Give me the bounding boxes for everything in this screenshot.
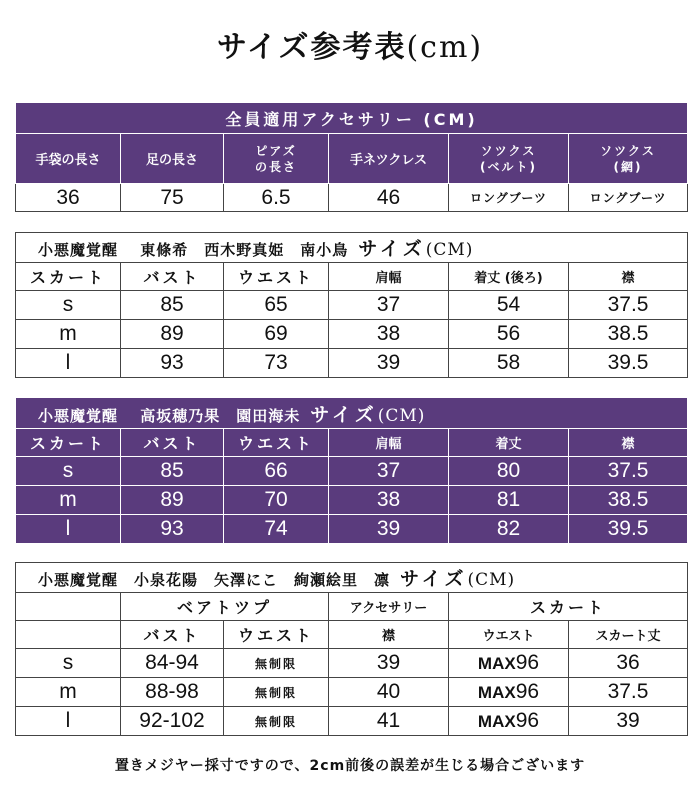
group-b-size: l <box>16 515 121 544</box>
size-table-group-b <box>15 397 688 544</box>
header-necklace: 手ネツクレス <box>329 134 449 184</box>
group-a-length: 56 <box>449 320 569 349</box>
group-c-unit: (CM) <box>467 570 516 590</box>
group-b-bust: 93 <box>121 515 224 544</box>
group-a-shoulder: 38 <box>329 320 449 349</box>
group-c-header-bust: バスト <box>121 621 224 649</box>
group-c-size: m <box>16 678 121 707</box>
group-a-waist: 65 <box>224 291 329 320</box>
group-c-caption <box>16 563 688 593</box>
group-b-header-waist: ウエスト <box>224 429 329 457</box>
group-b-size: s <box>16 457 121 486</box>
header-socks-belt: ソツクス (ベルト) <box>449 134 569 184</box>
group-b-bust: 85 <box>121 457 224 486</box>
table-row <box>16 678 688 707</box>
group-b-length: 82 <box>449 515 569 544</box>
group-b-size: m <box>16 486 121 515</box>
group-c-skirt-waist <box>449 707 569 736</box>
group-c-bust: 88-98 <box>121 678 224 707</box>
value-socks-net: ロングブーツ <box>569 184 688 212</box>
group-a-unit: (CM) <box>425 240 474 260</box>
group-c-size: s <box>16 649 121 678</box>
header-glove-length: 手袋の長さ <box>16 134 121 184</box>
group-c-size: l <box>16 707 121 736</box>
group-b-collar: 38.5 <box>569 486 688 515</box>
group-a-shoulder: 39 <box>329 349 449 378</box>
group-b-waist: 66 <box>224 457 329 486</box>
group-c-header-top-waist: ウエスト <box>224 621 329 649</box>
accessory-table <box>15 102 688 212</box>
group-c-header-skirt-length: スカート丈 <box>569 621 688 649</box>
value-socks-belt: ロングブーツ <box>449 184 569 212</box>
group-a-header-length: 着丈 (後ろ) <box>449 263 569 291</box>
group-c-size-label: サイズ <box>400 568 468 590</box>
group-a-size: s <box>16 291 121 320</box>
group-c-collar: 41 <box>329 707 449 736</box>
header-leg-length: 足の長さ <box>121 134 224 184</box>
size-table-group-a <box>15 232 688 378</box>
max-label: MAX <box>477 712 516 731</box>
group-a-shoulder: 37 <box>329 291 449 320</box>
group-b-members: 小悪魔覚醒 高坂穂乃果 園田海未 <box>38 406 301 425</box>
accessory-caption: 全員適用アクセサリー (CM) <box>16 103 688 134</box>
group-b-shoulder: 37 <box>329 457 449 486</box>
group-b-unit: (CM) <box>377 405 426 426</box>
group-a-collar: 37.5 <box>569 291 688 320</box>
table-row <box>16 457 688 486</box>
group-b-bust: 89 <box>121 486 224 515</box>
group-a-header-waist: ウエスト <box>224 263 329 291</box>
group-b-collar: 39.5 <box>569 515 688 544</box>
group-a-bust: 85 <box>121 291 224 320</box>
group-c-header-collar: 襟 <box>329 621 449 649</box>
max-label: MAX <box>477 654 516 673</box>
group-b-waist: 74 <box>224 515 329 544</box>
value-leg-length: 75 <box>121 184 224 212</box>
group-c-blank-cell <box>16 621 121 649</box>
size-table-group-c <box>15 562 688 736</box>
group-a-members: 小悪魔覚醒 東條希 西木野真姫 南小鳥 <box>38 241 349 259</box>
group-c-skirt-length: 39 <box>569 707 688 736</box>
group-c-skirt-length: 36 <box>569 649 688 678</box>
group-b-collar: 37.5 <box>569 457 688 486</box>
group-b-header-bust: バスト <box>121 429 224 457</box>
group-a-collar: 38.5 <box>569 320 688 349</box>
table-row <box>16 349 688 378</box>
group-c-collar: 39 <box>329 649 449 678</box>
group-c-members: 小悪魔覚醒 小泉花陽 矢澤にこ 絢瀬絵里 凛 <box>38 571 391 589</box>
group-c-bust: 92-102 <box>121 707 224 736</box>
group-b-header-shoulder: 肩幅 <box>329 429 449 457</box>
value-earring-length: 6.5 <box>224 184 329 212</box>
group-a-header-collar: 襟 <box>569 263 688 291</box>
group-a-waist: 73 <box>224 349 329 378</box>
page-title-main: サイズ参考表 <box>216 30 407 65</box>
group-b-length: 80 <box>449 457 569 486</box>
table-row <box>16 486 688 515</box>
group-b-waist: 70 <box>224 486 329 515</box>
group-b-header-skirt: スカート <box>16 429 121 457</box>
group-c-blank-cell <box>16 593 121 621</box>
group-a-header-bust: バスト <box>121 263 224 291</box>
group-a-collar: 39.5 <box>569 349 688 378</box>
table-row <box>16 515 688 544</box>
group-a-bust: 89 <box>121 320 224 349</box>
group-c-header-skirt-waist: ウエスト <box>449 621 569 649</box>
group-a-header-skirt: スカート <box>16 263 121 291</box>
table-row <box>16 320 688 349</box>
group-c-top-waist: 無制限 <box>224 649 329 678</box>
group-a-length: 54 <box>449 291 569 320</box>
group-c-skirt-waist <box>449 649 569 678</box>
max-value: 96 <box>515 651 540 674</box>
group-c-top-waist: 無制限 <box>224 707 329 736</box>
page-title-unit: (cm) <box>406 30 484 65</box>
group-c-skirt-waist <box>449 678 569 707</box>
group-b-caption <box>16 398 688 429</box>
group-c-header-bandeau: ベアトツプ <box>121 593 329 621</box>
max-label: MAX <box>477 683 516 702</box>
header-earring-length: ピアズ の長さ <box>224 134 329 184</box>
group-c-collar: 40 <box>329 678 449 707</box>
value-necklace: 46 <box>329 184 449 212</box>
group-a-header-shoulder: 肩幅 <box>329 263 449 291</box>
value-glove-length: 36 <box>16 184 121 212</box>
max-value: 96 <box>515 709 540 732</box>
group-b-length: 81 <box>449 486 569 515</box>
group-a-size: l <box>16 349 121 378</box>
group-b-shoulder: 39 <box>329 515 449 544</box>
group-a-caption <box>16 233 688 263</box>
group-b-shoulder: 38 <box>329 486 449 515</box>
page-title <box>0 22 700 66</box>
group-b-header-length: 着丈 <box>449 429 569 457</box>
group-c-bust: 84-94 <box>121 649 224 678</box>
table-row <box>16 707 688 736</box>
header-socks-net: ソツクス (網) <box>569 134 688 184</box>
max-value: 96 <box>515 680 540 703</box>
group-a-waist: 69 <box>224 320 329 349</box>
group-c-top-waist: 無制限 <box>224 678 329 707</box>
group-a-size-label: サイズ <box>358 238 426 260</box>
group-c-header-accessory: アクセサリー <box>329 593 449 621</box>
group-c-skirt-length: 37.5 <box>569 678 688 707</box>
group-b-header-collar: 襟 <box>569 429 688 457</box>
group-a-bust: 93 <box>121 349 224 378</box>
group-c-header-skirt: スカート <box>449 593 688 621</box>
group-b-size-label: サイズ <box>310 403 378 426</box>
group-a-length: 58 <box>449 349 569 378</box>
measurement-note: 置きメジヤー採寸ですので、2cm前後の誤差が生じる場合ございます <box>114 758 586 774</box>
table-row <box>16 291 688 320</box>
group-a-size: m <box>16 320 121 349</box>
table-row <box>16 649 688 678</box>
